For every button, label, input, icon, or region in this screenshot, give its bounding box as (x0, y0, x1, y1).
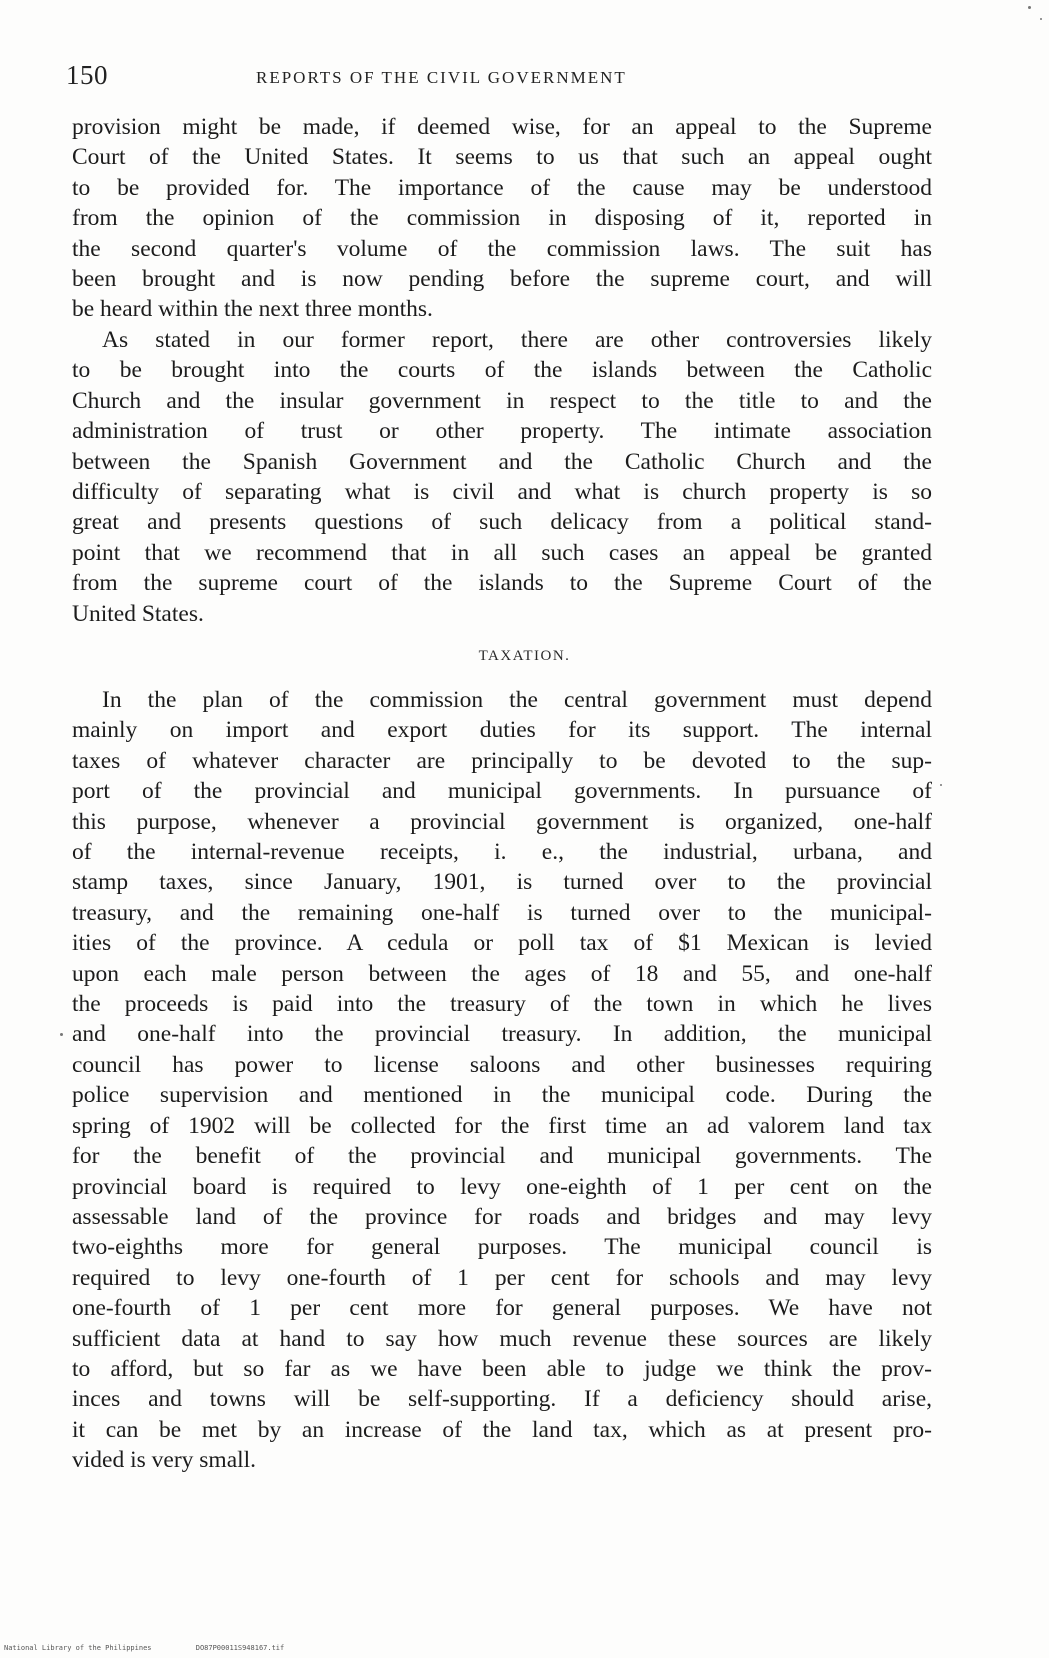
text-line: two-eighths more for general purposes. The municipal council is (72, 1234, 932, 1261)
text-line: police supervision and mentioned in the municipal code. During the (72, 1082, 932, 1109)
text-line: United States. (72, 600, 204, 627)
text-line: sufficient data at hand to say how much revenue these sources are likely (72, 1325, 932, 1352)
text-line: to be brought into the courts of the islands between the Catholic (72, 357, 932, 384)
text-line: to afford, but so far as we have been able to judge we think the prov- (72, 1355, 932, 1382)
text-line: for the benefit of the provincial and municipal governments. The (72, 1143, 932, 1170)
page-header (66, 60, 936, 96)
text-line: council has power to license saloons and other businesses requiring (72, 1051, 932, 1078)
text-line: required to levy one-fourth of 1 per cent for schools and may levy (72, 1264, 932, 1291)
text-line: from the opinion of the commission in disposing of it, reported in (72, 205, 932, 232)
text-line: administration of trust or other property. The intimate association (72, 418, 932, 445)
text-line: mainly on import and export duties for its support. The internal (72, 717, 932, 744)
text-line: provision might be made, if deemed wise, for an appeal to the Supreme (72, 114, 932, 140)
text-line: difficulty of separating what is civil and what is church property is so (72, 479, 932, 506)
text-line: point that we recommend that in all such cases an appeal be granted (72, 539, 932, 566)
text-line: ities of the province. A cedula or poll tax of $1 Mexican is levied (72, 930, 932, 957)
running-head: REPORTS OF THE CIVIL GOVERNMENT (256, 68, 627, 87)
text-line: great and presents questions of such delicacy from a political stand- (72, 509, 932, 536)
text-line: the second quarter's volume of the commission laws. The suit has (72, 235, 932, 262)
text-line: upon each male person between the ages of 18 and 55, and one-half (72, 960, 932, 987)
text-line: be heard within the next three months. (72, 296, 433, 323)
paragraph-church-controversies (72, 325, 932, 629)
scan-speck (940, 784, 942, 786)
text-line: between the Spanish Government and the Catholic Church and the (72, 448, 932, 475)
text-line: taxes of whatever character are principally to be devoted to the sup- (72, 747, 932, 774)
text-line: treasury, and the remaining one-half is turned over to the municipal- (72, 899, 932, 926)
text-line: and one-half into the provincial treasury. In addition, the municipal (72, 1021, 932, 1048)
text-line: been brought and is now pending before the supreme court, and will (72, 266, 932, 293)
footer-library: National Library of the Philippines (4, 1644, 152, 1652)
section-heading-taxation: TAXATION. (478, 648, 571, 664)
text-line: this purpose, whenever a provincial government is organized, one-half (72, 808, 932, 835)
text-line: vided is very small. (72, 1447, 257, 1474)
text-line: one-fourth of 1 per cent more for general purposes. We have not (72, 1295, 932, 1322)
scan-speck (1040, 18, 1042, 20)
text-line: of the internal-revenue receipts, i. e., the industrial, urbana, and (72, 839, 932, 866)
text-line: to be provided for. The importance of the cause may be understood (72, 174, 932, 201)
text-line: assessable land of the province for roads and bridges and may levy (72, 1203, 932, 1230)
text-line: Church and the insular government in respect to the title to and the (72, 387, 932, 414)
text-line: In the plan of the commission the central government must depend (102, 687, 932, 713)
paragraph-appeal (72, 112, 932, 325)
text-line: port of the provincial and municipal governments. In pursuance of (72, 778, 932, 805)
paragraph-taxation (72, 685, 932, 1476)
text-line: Court of the United States. It seems to us that such an appeal ought (72, 144, 932, 171)
scan-footer (4, 1644, 324, 1652)
page-number: 150 (66, 60, 108, 90)
footer-file-id: DO87P00011S948167.tif (195, 1644, 285, 1652)
text-line: spring of 1902 will be collected for the first time an ad valorem land tax (72, 1112, 932, 1139)
text-line: provincial board is required to levy one-eighth of 1 per cent on the (72, 1173, 932, 1200)
text-line: it can be met by an increase of the land tax, which as at present pro- (72, 1416, 932, 1443)
text-line: inces and towns will be self-supporting. If a deficiency should arise, (72, 1386, 932, 1413)
scan-speck (60, 1033, 63, 1036)
scan-speck (1028, 6, 1031, 9)
text-line: As stated in our former report, there are other controversies likely (102, 327, 932, 353)
text-line: from the supreme court of the islands to the Supreme Court of the (72, 570, 932, 597)
text-line: the proceeds is paid into the treasury of the town in which he lives (72, 991, 932, 1018)
text-line: stamp taxes, since January, 1901, is turned over to the provincial (72, 869, 932, 896)
